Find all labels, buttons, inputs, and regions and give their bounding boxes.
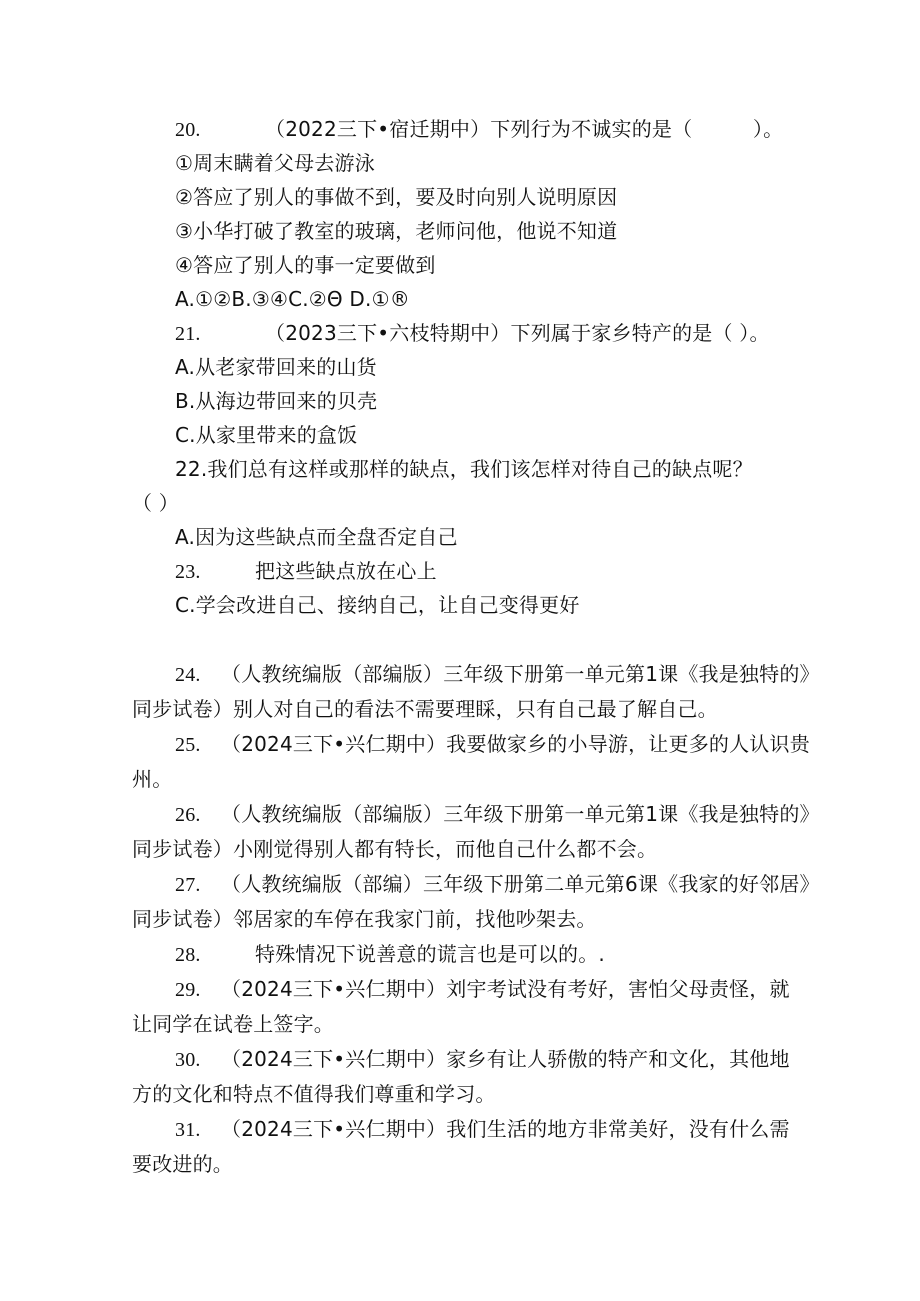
question-27-line-1	[175, 871, 820, 898]
question-number: 25.	[175, 734, 201, 756]
question-27-line-2: 同步试卷）邻居家的车停在我家门前，找他吵架去。	[132, 907, 597, 931]
question-26-line-1	[175, 801, 820, 828]
question-20-option-1: ①周末瞒着父母去游泳	[175, 151, 375, 175]
question-number: 31.	[175, 1119, 201, 1141]
question-number: 29.	[175, 979, 201, 1001]
question-22-option-a: A.因为这些缺点而全盘否定自己	[175, 525, 458, 549]
question-22-answer-paren: （ ）	[132, 491, 179, 515]
question-21-option-a: A.从老家带回来的山货	[175, 355, 377, 379]
option-text: 把这些缺点放在心上	[255, 559, 437, 583]
question-29-line-1	[175, 976, 790, 1003]
question-31-line-1	[175, 1116, 790, 1143]
question-text: （2022三下•宿迁期中）下列行为不诚实的是（ ）。	[265, 117, 784, 141]
question-20-stem	[175, 116, 783, 143]
question-22-stem: 22.我们总有这样或那样的缺点，我们该怎样对待自己的缺点呢？	[175, 457, 753, 481]
question-26-line-2: 同步试卷）小刚觉得别人都有特长，而他自己什么都不会。	[132, 837, 658, 861]
question-22-option-b	[175, 558, 437, 585]
question-number: 24.	[175, 664, 201, 686]
question-text: （2023三下•六枝特期中）下列属于家乡特产的是（ ）。	[265, 321, 770, 345]
question-text: （2024三下•兴仁期中）我们生活的地方非常美好，没有什么需	[221, 1117, 790, 1141]
question-number: 30.	[175, 1049, 201, 1071]
question-text: 特殊情况下说善意的谎言也是可以的。.	[255, 942, 605, 966]
question-number: 28.	[175, 944, 201, 966]
question-number: 21.	[175, 323, 201, 345]
question-31-line-2: 要改进的。	[132, 1152, 233, 1176]
question-20-choices: A.①②B.③④C.②Θ D.①®	[175, 287, 410, 311]
question-22-option-c: C.学会改进自己、接纳自己，让自己变得更好	[175, 593, 580, 617]
question-number: 23.	[175, 561, 201, 583]
question-28-line-1	[175, 941, 605, 968]
question-20-option-2: ②答应了别人的事做不到，要及时向别人说明原因	[175, 185, 618, 209]
question-21-option-c: C.从家里带来的盒饭	[175, 423, 358, 447]
question-number: 20.	[175, 119, 201, 141]
question-30-line-1	[175, 1046, 790, 1073]
question-number: 27.	[175, 874, 201, 896]
question-text: （人教统编版（部编版）三年级下册第一单元第1课《我是独特的》	[221, 662, 820, 686]
question-21-stem	[175, 320, 770, 347]
question-20-option-4: ④答应了别人的事一定要做到	[175, 253, 436, 277]
question-text: （2024三下•兴仁期中）我要做家乡的小导游，让更多的人认识贵	[221, 732, 810, 756]
question-text: （人教统编版（部编）三年级下册第二单元第6课《我家的好邻居》	[221, 872, 820, 896]
question-21-option-b: B.从海边带回来的贝壳	[175, 389, 378, 413]
question-24-line-1	[175, 661, 820, 688]
question-29-line-2: 让同学在试卷上签字。	[132, 1012, 334, 1036]
question-30-line-2: 方的文化和特点不值得我们尊重和学习。	[132, 1082, 496, 1106]
question-text: （人教统编版（部编版）三年级下册第一单元第1课《我是独特的》	[221, 802, 820, 826]
question-24-line-2: 同步试卷）别人对自己的看法不需要理睬，只有自己最了解自己。	[132, 697, 718, 721]
question-text: （2024三下•兴仁期中）刘宇考试没有考好，害怕父母责怪，就	[221, 977, 790, 1001]
question-20-option-3: ③小华打破了教室的玻璃，老师问他，他说不知道	[175, 219, 618, 243]
question-25-line-2: 州。	[132, 767, 173, 791]
question-number: 26.	[175, 804, 201, 826]
question-25-line-1	[175, 731, 810, 758]
question-text: （2024三下•兴仁期中）家乡有让人骄傲的特产和文化，其他地	[221, 1047, 790, 1071]
